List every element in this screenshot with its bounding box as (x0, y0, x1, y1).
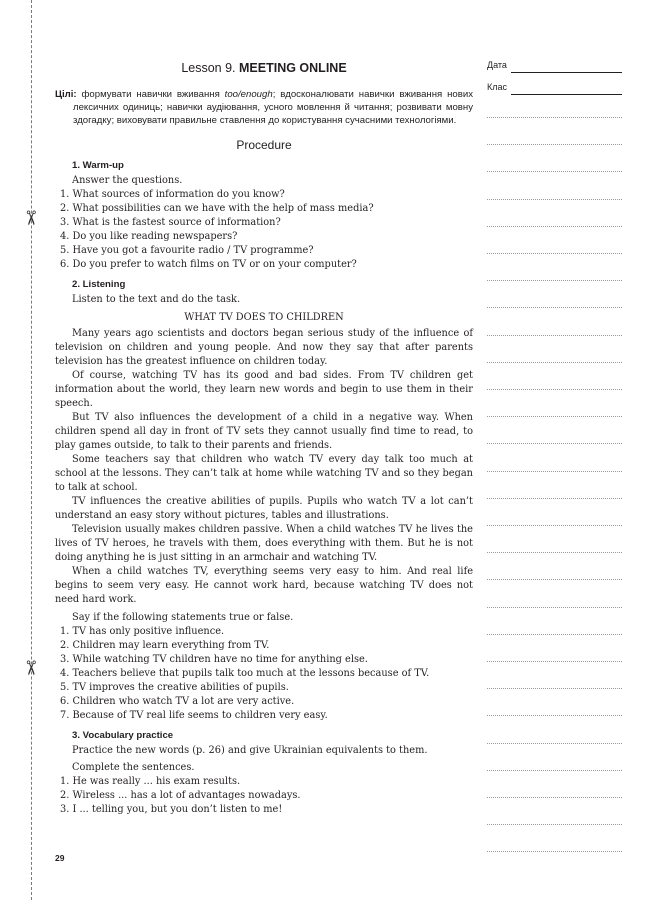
warmup-heading: 1. Warm-up (72, 160, 124, 171)
note-line (487, 307, 622, 308)
goals-text: ; вдосконалювати навички вживання нових лексичних одиниць; навички аудіювання, усного мовлення й читання; розвивати мовну здогадку; виховувати правильне ставлення до користування сучасними технологіями. (73, 89, 473, 126)
warmup-instruction: Answer the questions. (72, 175, 183, 186)
task-instruction: Say if the following statements true or false. (72, 612, 294, 623)
listening-instruction: Listen to the text and do the task. (72, 294, 241, 305)
paragraph: TV influences the creative abilities of pupils. Pupils who watch TV a lot can’t understand an easy story without pictures, tables and illustrations. (55, 496, 473, 521)
note-line (487, 743, 622, 744)
paragraph: Of course, watching TV has its good and bad sides. From TV children get information about the world, they learn new words and begin to use them in their speech. (55, 370, 473, 409)
date-field[interactable] (487, 60, 622, 78)
warmup-questions (55, 188, 473, 272)
cut-line (31, 0, 32, 900)
note-line (487, 389, 622, 390)
sentences-list (55, 775, 473, 817)
main-content (55, 60, 473, 817)
note-line (487, 443, 622, 444)
note-line (487, 715, 622, 716)
date-line (511, 72, 622, 73)
note-line (487, 416, 622, 417)
lesson-goals (55, 88, 473, 127)
note-line (487, 824, 622, 825)
note-line (487, 171, 622, 172)
scissors-icon: ✂ (19, 659, 43, 677)
note-line (487, 661, 622, 662)
list-item: 6. Children who watch TV a lot are very active. (60, 696, 295, 707)
vocabulary-instruction: Practice the new words (p. 26) and give Ukrainian equivalents to them. (72, 745, 428, 756)
note-line (487, 280, 622, 281)
note-line (487, 634, 622, 635)
note-line (487, 607, 622, 608)
list-item: 2. Wireless ... has a lot of advantages nowadays. (60, 790, 301, 801)
paragraph: Television usually makes children passive. When a child watches TV he lives the lives of TV heroes, he travels with them, does everything with them. But he is not doing anything he is just sitting in an armchair and watching TV. (55, 524, 473, 563)
note-line (487, 117, 622, 118)
goals-text-italic: too/enough (224, 89, 273, 100)
note-line (487, 253, 622, 254)
list-item: 3. I ... telling you, but you don’t listen to me! (60, 804, 283, 815)
note-line (487, 362, 622, 363)
goals-text: формувати навички вживання (76, 89, 225, 100)
note-line (487, 688, 622, 689)
paragraph: But TV also influences the development of a child in a negative way. When children spend all day in front of TV sets they cannot usually find time to read, to play games outside, to talk to their parents and friends. (55, 412, 473, 451)
note-line (487, 335, 622, 336)
procedure-heading: Procedure (236, 138, 292, 152)
complete-instruction: Complete the sentences. (72, 762, 195, 773)
teacher-notes (487, 60, 622, 100)
list-item: 6. Do you prefer to watch films on TV or on your computer? (60, 259, 357, 270)
list-item: 1. He was really ... his exam results. (60, 776, 241, 787)
page-number: 29 (55, 853, 65, 863)
note-line (487, 579, 622, 580)
list-item: 4. Teachers believe that pupils talk too much at the lessons because of TV. (60, 668, 430, 679)
scissors-icon: ✂ (19, 209, 43, 227)
note-line (487, 199, 622, 200)
paragraph: Some teachers say that children who watch TV every day talk too much at school at the lessons. They can’t talk at home while watching TV and so they began to talk at school. (55, 454, 473, 493)
date-label: Дата (487, 60, 507, 70)
note-line (487, 851, 622, 852)
note-line (487, 498, 622, 499)
class-label: Клас (487, 82, 507, 92)
note-line (487, 144, 622, 145)
vocabulary-heading: 3. Vocabulary practice (72, 730, 174, 741)
listening-heading: 2. Listening (72, 279, 126, 290)
note-line (487, 226, 622, 227)
list-item: 1. TV has only positive influence. (60, 626, 225, 637)
list-item: 2. What possibilities can we have with the help of mass media? (60, 203, 374, 214)
class-field[interactable] (487, 82, 622, 100)
lesson-number: Lesson 9. (181, 61, 240, 75)
note-line (487, 797, 622, 798)
list-item: 5. TV improves the creative abilities of pupils. (60, 682, 289, 693)
lesson-title (55, 60, 473, 76)
list-item: 7. Because of TV real life seems to children very easy. (60, 710, 328, 721)
note-line (487, 525, 622, 526)
paragraph: Many years ago scientists and doctors began serious study of the influence of television on children and young people. And now they say that after parents television has the greatest influence on children today. (55, 328, 473, 367)
note-line (487, 471, 622, 472)
statements-list (55, 625, 473, 723)
lesson-name: MEETING ONLINE (239, 61, 347, 75)
list-item: 3. While watching TV children have no time for anything else. (60, 654, 368, 665)
list-item: 3. What is the fastest source of information? (60, 217, 281, 228)
list-item: 5. Have you got a favourite radio / TV programme? (60, 245, 314, 256)
paragraph: When a child watches TV, everything seems very easy to him. And real life begins to seem very easy. He cannot work hard, because watching TV does not need hard work. (55, 566, 473, 605)
note-line (487, 552, 622, 553)
text-title: WHAT TV DOES TO CHILDREN (184, 312, 344, 323)
list-item: 2. Children may learn everything from TV. (60, 640, 270, 651)
list-item: 1. What sources of information do you know? (60, 189, 285, 200)
goals-label: Цілі: (55, 89, 77, 100)
note-line (487, 770, 622, 771)
list-item: 4. Do you like reading newspapers? (60, 231, 238, 242)
class-line (511, 94, 622, 95)
